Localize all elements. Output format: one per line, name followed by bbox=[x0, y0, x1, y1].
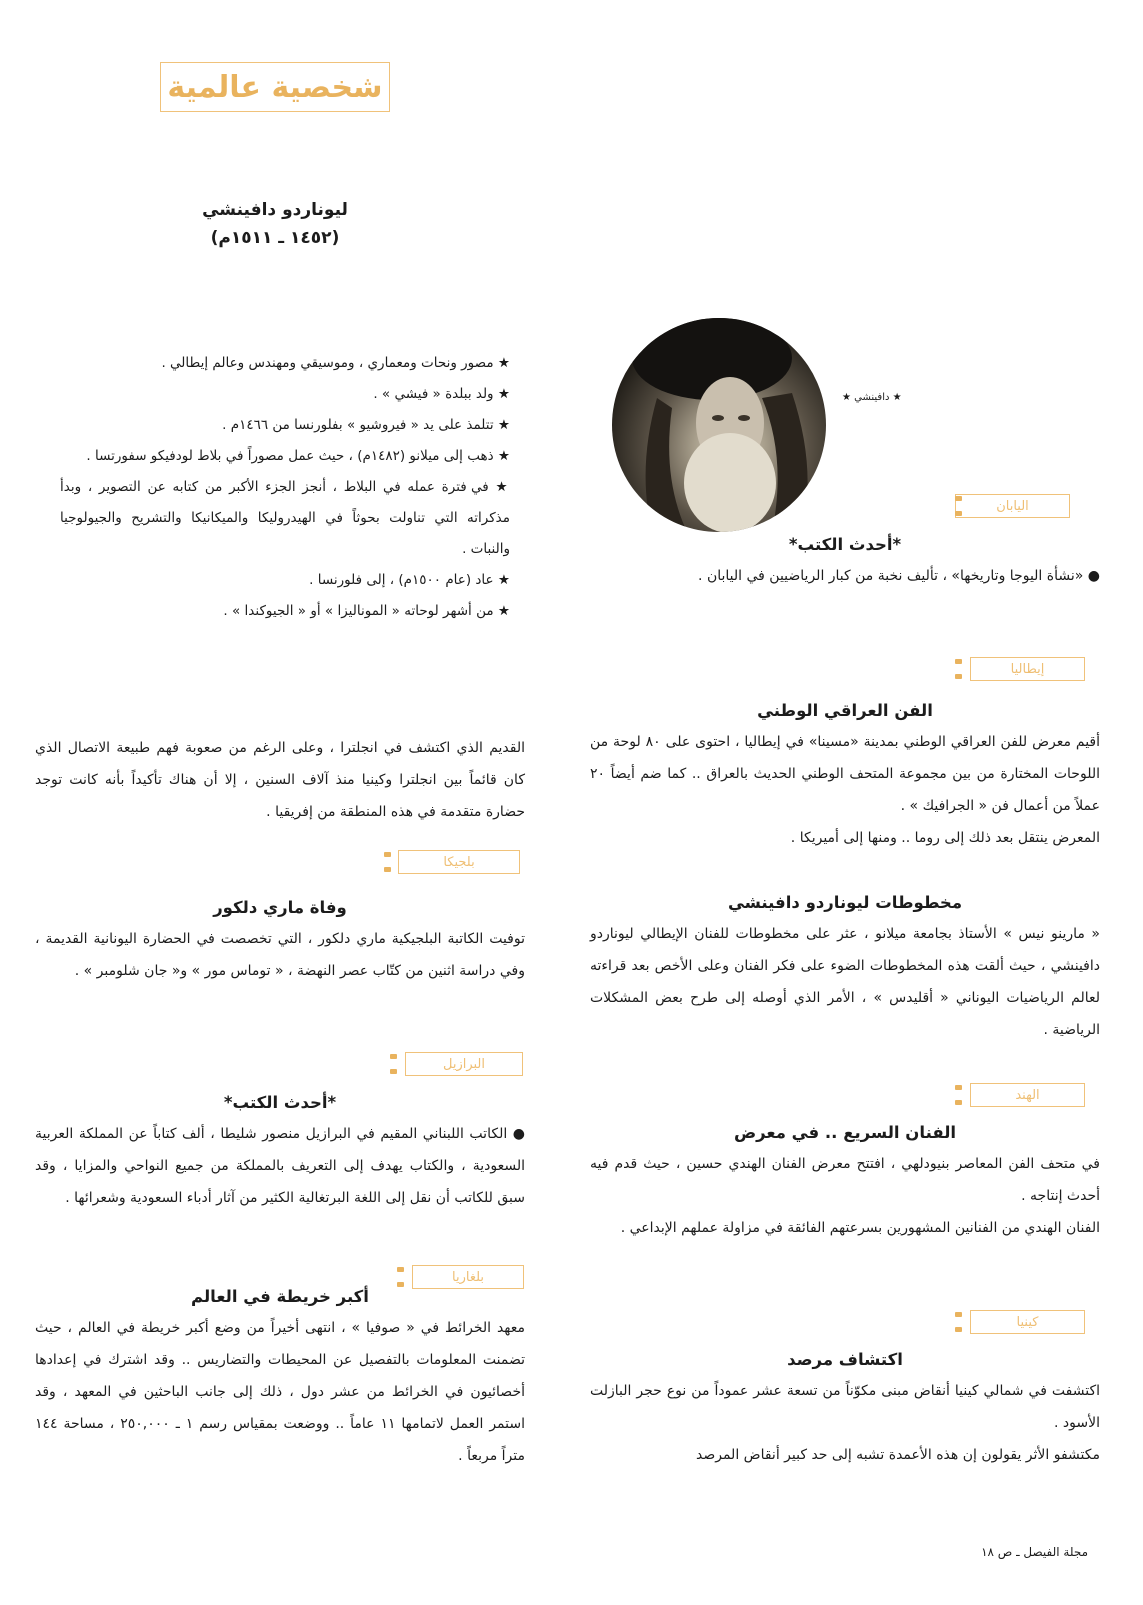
country-tag-label: البرازيل bbox=[442, 1056, 486, 1072]
bio-bullet: ★ في فترة عمله في البلاط ، أنجز الجزء الأكبر من كتابه عن التصوير ، وبدأ مذكراته التي تناولت بحوثاً في الهيدروليكا والميكانيكا والتشريح والجيولوجيا والنبات . bbox=[60, 472, 510, 565]
country-tag-label: بلغاريا bbox=[452, 1269, 485, 1285]
bio-bullet: ★ تتلمذ على يد « فيروشيو » بفلورنسا من ١٤٦٦م . bbox=[60, 410, 510, 441]
section-paragraph: معهد الخرائط في « صوفيا » ، انتهى أخيراً من وضع أكبر خريطة في العالم ، حيث تضمنت المعلومات بالتفصيل عن المحيطات والتضاريس .. وقد اشترك في إعدادها أخصائيون في الخرائط من عشر دول ، ذلك إلى جانب الباحثين في المعهد ، وقد استمر العمل لاتمامها ١١ عاماً .. ووضعت بمقياس رسم ١ ـ ٢٥٠,٠٠٠ ، مساحة ١٤٤ متراً مربعاً . bbox=[35, 1320, 525, 1464]
bio-bullet: ★ ولد ببلدة « فيشي » . bbox=[60, 379, 510, 410]
section-kenya-continued bbox=[35, 732, 525, 828]
bio-bullet: ★ ذهب إلى ميلانو (١٤٨٢م) ، حيث عمل مصوراً في بلاط لودفيكو سفورتسا . bbox=[60, 441, 510, 472]
country-tag-label: بلجيكا bbox=[443, 854, 475, 870]
country-tag-label: كينيا bbox=[1016, 1314, 1039, 1330]
country-tag bbox=[970, 1083, 1085, 1107]
bio-name: ليوناردو دافينشي bbox=[202, 200, 348, 220]
tag-marker-icon bbox=[390, 1054, 397, 1074]
section-paragraph: القديم الذي اكتشف في انجلترا ، وعلى الرغم من صعوبة فهم طبيعة الاتصال الذي كان قائماً بين انجلترا وكينيا منذ آلاف السنين ، إلا أن هناك تأكيداً بأنه كانت توجد حضارة متقدمة في هذه المنطقة من إفريقيا . bbox=[35, 740, 525, 820]
section-title: الفنان السريع .. في معرض bbox=[733, 1123, 957, 1142]
section-title: أكبر خريطة في العالم bbox=[191, 1287, 369, 1306]
section-paragraph: توفيت الكاتبة البلجيكية ماري دلكور ، التي تخصصت في الحضارة اليونانية القديمة ، وفي دراسة اثنين من كتّاب عصر النهضة ، « توماس مور » و« جان شلومبر » . bbox=[35, 931, 525, 979]
bio-dates: (١٤٥٢ ـ ١٥١١م) bbox=[210, 228, 340, 248]
section-title: وفاة ماري دلكور bbox=[213, 898, 347, 917]
section-belgium bbox=[35, 893, 525, 987]
section-title: *أحدث الكتب* bbox=[223, 1093, 337, 1112]
section-japan bbox=[590, 530, 1100, 592]
tag-japan-row bbox=[955, 494, 1070, 518]
tag-marker-icon bbox=[955, 1312, 962, 1332]
tag-marker-icon bbox=[384, 852, 391, 872]
section-paragraph: في متحف الفن المعاصر بنيودلهي ، افتتح معرض الفنان الهندي حسين ، حيث قدم فيه أحدث إنتاجه . bbox=[590, 1156, 1100, 1204]
section-paragraph: « مارينو نيس » الأستاذ بجامعة ميلانو ، عثر على مخطوطات للفنان الإيطالي ليوناردو دافينشي ، حيث ألقت هذه المخطوطات الضوء على فكر الفنان وعلى الأخص بعد قراءته لعالم الرياضيات اليوناني « أقليدس » ، الأمر الذي أوصله إلى طرح بعض المشكلات الرياضية . bbox=[590, 926, 1100, 1038]
country-tag-label: الهند bbox=[1015, 1087, 1040, 1103]
bio-bullet: ★ من أشهر لوحاته « الموناليزا » أو « الجيوكندا » . bbox=[60, 596, 510, 627]
tag-marker-icon bbox=[955, 496, 962, 516]
section-manuscripts bbox=[590, 888, 1100, 1046]
section-italy bbox=[590, 696, 1100, 854]
section-paragraph: أقيم معرض للفن العراقي الوطني بمدينة «مسينا» في إيطاليا ، احتوى على ٨٠ لوحة من اللوحات المختارة من بين مجموعة المتحف الوطني الحديث بالعراق .. كما ضم أيضاً ٢٠ عملاً من أعمال فن « الجرافيك » . bbox=[590, 734, 1101, 814]
section-paragraph: ● «نشأة اليوجا وتاريخها» ، تأليف نخبة من كبار الرياضيين في اليابان . bbox=[698, 568, 1100, 584]
section-brazil bbox=[35, 1088, 525, 1214]
section-india bbox=[590, 1118, 1100, 1244]
tag-marker-icon bbox=[955, 659, 962, 679]
country-tag bbox=[970, 1310, 1085, 1334]
page-footer: مجلة الفيصل ـ ص ١٨ bbox=[981, 1545, 1088, 1559]
section-paragraph: ● الكاتب اللبناني المقيم في البرازيل منصور شليطا ، ألف كتاباً عن المملكة العربية السعودية ، والكتاب يهدف إلى التعريف بالمملكة من جميع النواحي والمزايا ، وقد سبق للكاتب أن نقل إلى اللغة البرتغالية الكثير من آثار أدباء السعودية وشعرائها . bbox=[35, 1126, 525, 1206]
country-tag bbox=[405, 1052, 523, 1076]
portrait-image bbox=[612, 318, 826, 532]
country-tag-label: إيطاليا bbox=[1010, 661, 1045, 677]
section-bulgaria bbox=[35, 1282, 525, 1472]
tag-marker-icon bbox=[955, 1085, 962, 1105]
portrait-illustration bbox=[612, 318, 826, 532]
bio-bullet: ★ مصور ونحات ومعماري ، وموسيقي ومهندس وعالم إيطالي . bbox=[60, 348, 510, 379]
section-title: *أحدث الكتب* bbox=[788, 535, 902, 554]
section-paragraph: مكتشفو الأثر يقولون إن هذه الأعمدة تشبه إلى حد كبير أنقاض المرصد bbox=[696, 1447, 1100, 1463]
section-title: مخطوطات ليوناردو دافينشي bbox=[727, 893, 963, 912]
bio-title bbox=[150, 196, 400, 252]
section-paragraph: الفنان الهندي من الفنانين المشهورين بسرعتهم الفائقة في مزاولة عملهم الإبداعي . bbox=[620, 1220, 1100, 1236]
section-kenya bbox=[590, 1345, 1100, 1471]
bio-bullet-list bbox=[60, 348, 510, 627]
country-tag bbox=[955, 494, 1070, 518]
section-title: الفن العراقي الوطني bbox=[757, 701, 933, 720]
section-paragraph: المعرض ينتقل بعد ذلك إلى روما .. ومنها إلى أميريكا . bbox=[790, 830, 1100, 846]
country-tag bbox=[970, 657, 1085, 681]
section-header-box bbox=[160, 62, 390, 112]
section-paragraph: اكتشفت في شمالي كينيا أنقاض مبنى مكوّناً من تسعة عشر عموداً من نوع حجر البازلت الأسود . bbox=[590, 1383, 1100, 1431]
section-header-title: شخصية عالمية bbox=[167, 69, 383, 105]
country-tag-label: اليابان bbox=[996, 498, 1029, 514]
portrait-caption: ★ دافينشي ★ bbox=[842, 392, 902, 403]
country-tag bbox=[398, 850, 520, 874]
section-title: اكتشاف مرصد bbox=[787, 1350, 903, 1369]
bio-bullet: ★ عاد (عام ١٥٠٠م) ، إلى فلورنسا . bbox=[60, 565, 510, 596]
